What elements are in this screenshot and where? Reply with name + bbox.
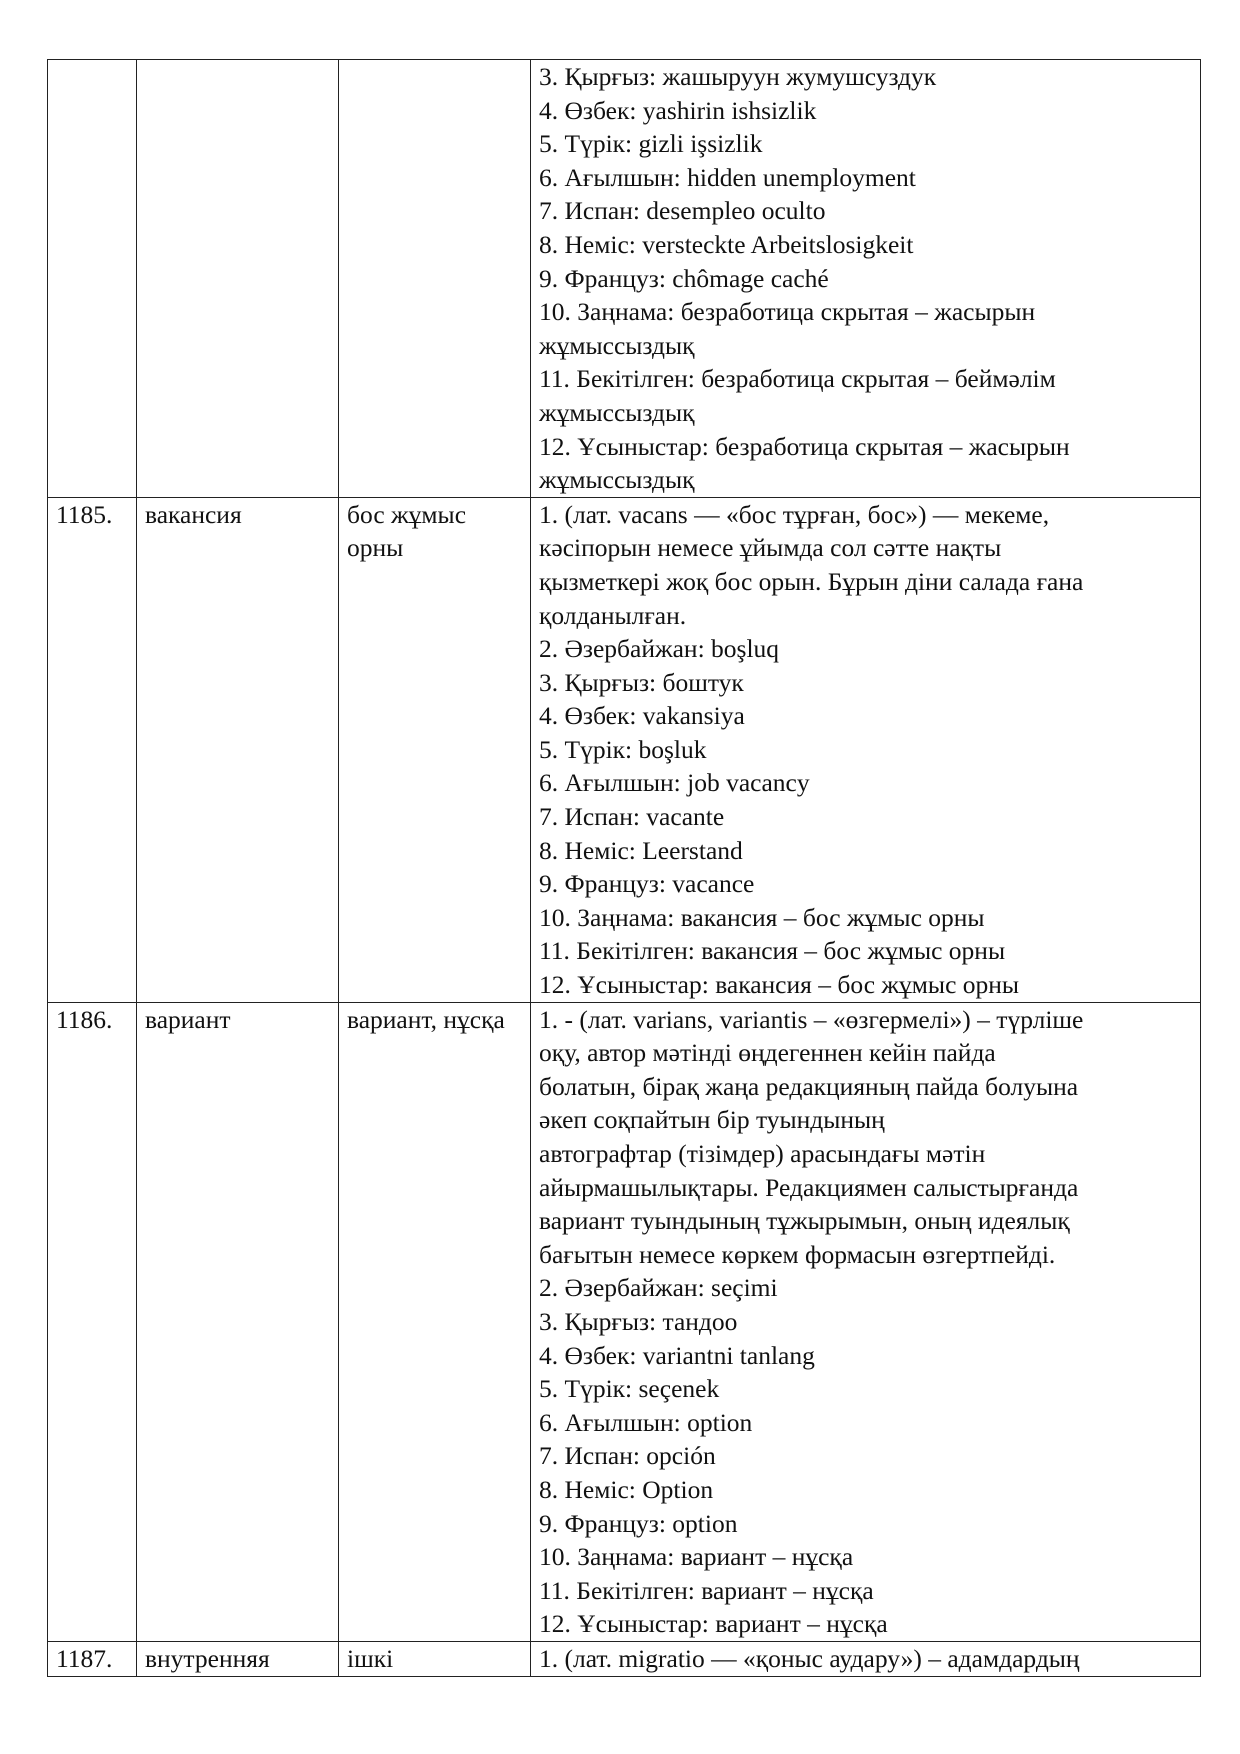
entry-number-cell-text: 1185. — [56, 499, 113, 529]
definition-line: 4. Өзбек: variantni tanlang — [539, 1340, 815, 1370]
definition-line: 2. Әзербайжан: seçimi — [539, 1273, 778, 1303]
table-body — [48, 60, 1201, 1677]
kazakh-term-cell-text: бос жұмыс орны — [347, 499, 467, 563]
table-row — [48, 1002, 1201, 1641]
definition-line: 9. Француз: option — [539, 1508, 738, 1538]
definition-line: 11. Бекітілген: вариант – нұсқа — [539, 1575, 874, 1605]
kazakh-term-cell-text: ішкі — [347, 1643, 394, 1673]
table-row — [48, 497, 1201, 1002]
definition-line: жұмыссыздық — [539, 330, 695, 360]
definition-line: 12. Ұсыныстар: вариант – нұсқа — [539, 1609, 888, 1639]
definition-line: вариант туындының тұжырымын, оның идеялық — [539, 1206, 1070, 1236]
definition-line: автографтар (тізімдер) арасындағы мәтін — [539, 1139, 986, 1168]
definition-line: 10. Заңнама: безработица скрытая – жасырын — [539, 297, 1036, 327]
definition-line: 6. Ағылшын: job vacancy — [539, 768, 810, 798]
definition-line: 5. Түрік: gizli işsizlik — [539, 129, 763, 159]
definition-line: 4. Өзбек: vakansiya — [539, 701, 745, 731]
definition-line: жұмыссыздық — [539, 397, 695, 427]
russian-term-cell-text: вакансия — [145, 499, 242, 529]
definition-line: 3. Қырғыз: тандоо — [539, 1306, 738, 1336]
russian-term-cell-text: вариант — [145, 1004, 231, 1034]
definition-line: 7. Испан: vacante — [539, 802, 725, 832]
entry-number-cell — [48, 60, 137, 498]
definition-line: 10. Заңнама: вариант – нұсқа — [539, 1542, 854, 1572]
definition-line: 8. Неміс: versteckte Arbeitslosigkeit — [539, 229, 914, 259]
definition-line: оқу, автор мәтінді өңдегеннен кейін пайда — [539, 1038, 996, 1068]
definition-line: кәсіпорын немесе ұйымда сол сәтте нақты — [539, 533, 1002, 563]
definition-line: қызметкері жоқ бос орын. Бұрын діни салада ғана — [539, 566, 1084, 596]
definition-line: 9. Француз: vacance — [539, 869, 755, 899]
definition-line: 9. Француз: chômage caché — [539, 263, 829, 293]
definition-line: болатын, бірақ жаңа редакцияның пайда болуына — [539, 1071, 1079, 1101]
definition-line: 7. Испан: desempleo oculto — [539, 196, 826, 226]
definition-line: 4. Өзбек: yashirin ishsizlik — [539, 95, 817, 125]
entry-number-cell-text: 1186. — [56, 1004, 113, 1034]
definition-cell — [531, 1002, 1201, 1641]
kazakh-term-cell — [339, 1641, 531, 1676]
definition-cell — [531, 497, 1201, 1002]
kazakh-term-cell — [339, 497, 531, 1002]
definition-line: 1. (лат. migratio — «қоныс аудару») – адамдардың — [539, 1643, 1080, 1673]
entry-number-cell — [48, 497, 137, 1002]
definition-line: 11. Бекітілген: безработица скрытая – беймәлім — [539, 364, 1056, 394]
definition-line: 10. Заңнама: вакансия – бос жұмыс орны — [539, 902, 985, 932]
definition-line: 8. Неміс: Option — [539, 1474, 714, 1504]
definition-line: әкеп соқпайтын бір туындының — [539, 1105, 885, 1135]
definition-line: 3. Қырғыз: жашыруун жумушсуздук — [539, 62, 937, 91]
entry-number-cell — [48, 1641, 137, 1676]
definition-line: 1. (лат. vacans — «бос тұрған, бос») — мекеме, — [539, 499, 1050, 529]
definition-cell — [531, 60, 1201, 498]
definition-line: 12. Ұсыныстар: вакансия – бос жұмыс орны — [539, 970, 1020, 1000]
kazakh-term-cell-text: вариант, нұсқа — [347, 1004, 505, 1034]
definition-line: 5. Түрік: boşluk — [539, 734, 707, 764]
russian-term-cell — [137, 1641, 339, 1676]
definition-line: 7. Испан: opción — [539, 1441, 716, 1471]
definition-line: 3. Қырғыз: боштук — [539, 667, 744, 697]
entry-number-cell — [48, 1002, 137, 1641]
definition-line: жұмыссыздық — [539, 465, 695, 495]
russian-term-cell — [137, 1002, 339, 1641]
definition-line: қолданылған. — [539, 600, 687, 630]
russian-term-cell-text: внутренняя — [145, 1643, 270, 1673]
definition-line: 6. Ағылшын: option — [539, 1407, 753, 1437]
table-row — [48, 60, 1201, 498]
definition-line: 12. Ұсыныстар: безработица скрытая – жасырын — [539, 431, 1070, 461]
definition-line: 6. Ағылшын: hidden unemployment — [539, 162, 916, 192]
kazakh-term-cell — [339, 60, 531, 498]
table-row — [48, 1641, 1201, 1676]
definition-line: айырмашылықтары. Редакциямен салыстырғанда — [539, 1172, 1079, 1202]
russian-term-cell — [137, 497, 339, 1002]
definition-line: 5. Түрік: seçenek — [539, 1374, 720, 1404]
definition-line: 11. Бекітілген: вакансия – бос жұмыс орны — [539, 936, 1006, 966]
definition-line: 1. - (лат. varians, variantis – «өзгермелі») – түрліше — [539, 1004, 1084, 1034]
entry-number-cell-text: 1187. — [56, 1643, 113, 1673]
russian-term-cell — [137, 60, 339, 498]
terminology-table — [47, 59, 1201, 1677]
kazakh-term-cell — [339, 1002, 531, 1641]
definition-line: 8. Неміс: Leerstand — [539, 835, 743, 865]
definition-line: бағытын немесе көркем формасын өзгертпейді. — [539, 1239, 1056, 1269]
definition-line: 2. Әзербайжан: boşluq — [539, 634, 780, 664]
definition-cell — [531, 1641, 1201, 1676]
